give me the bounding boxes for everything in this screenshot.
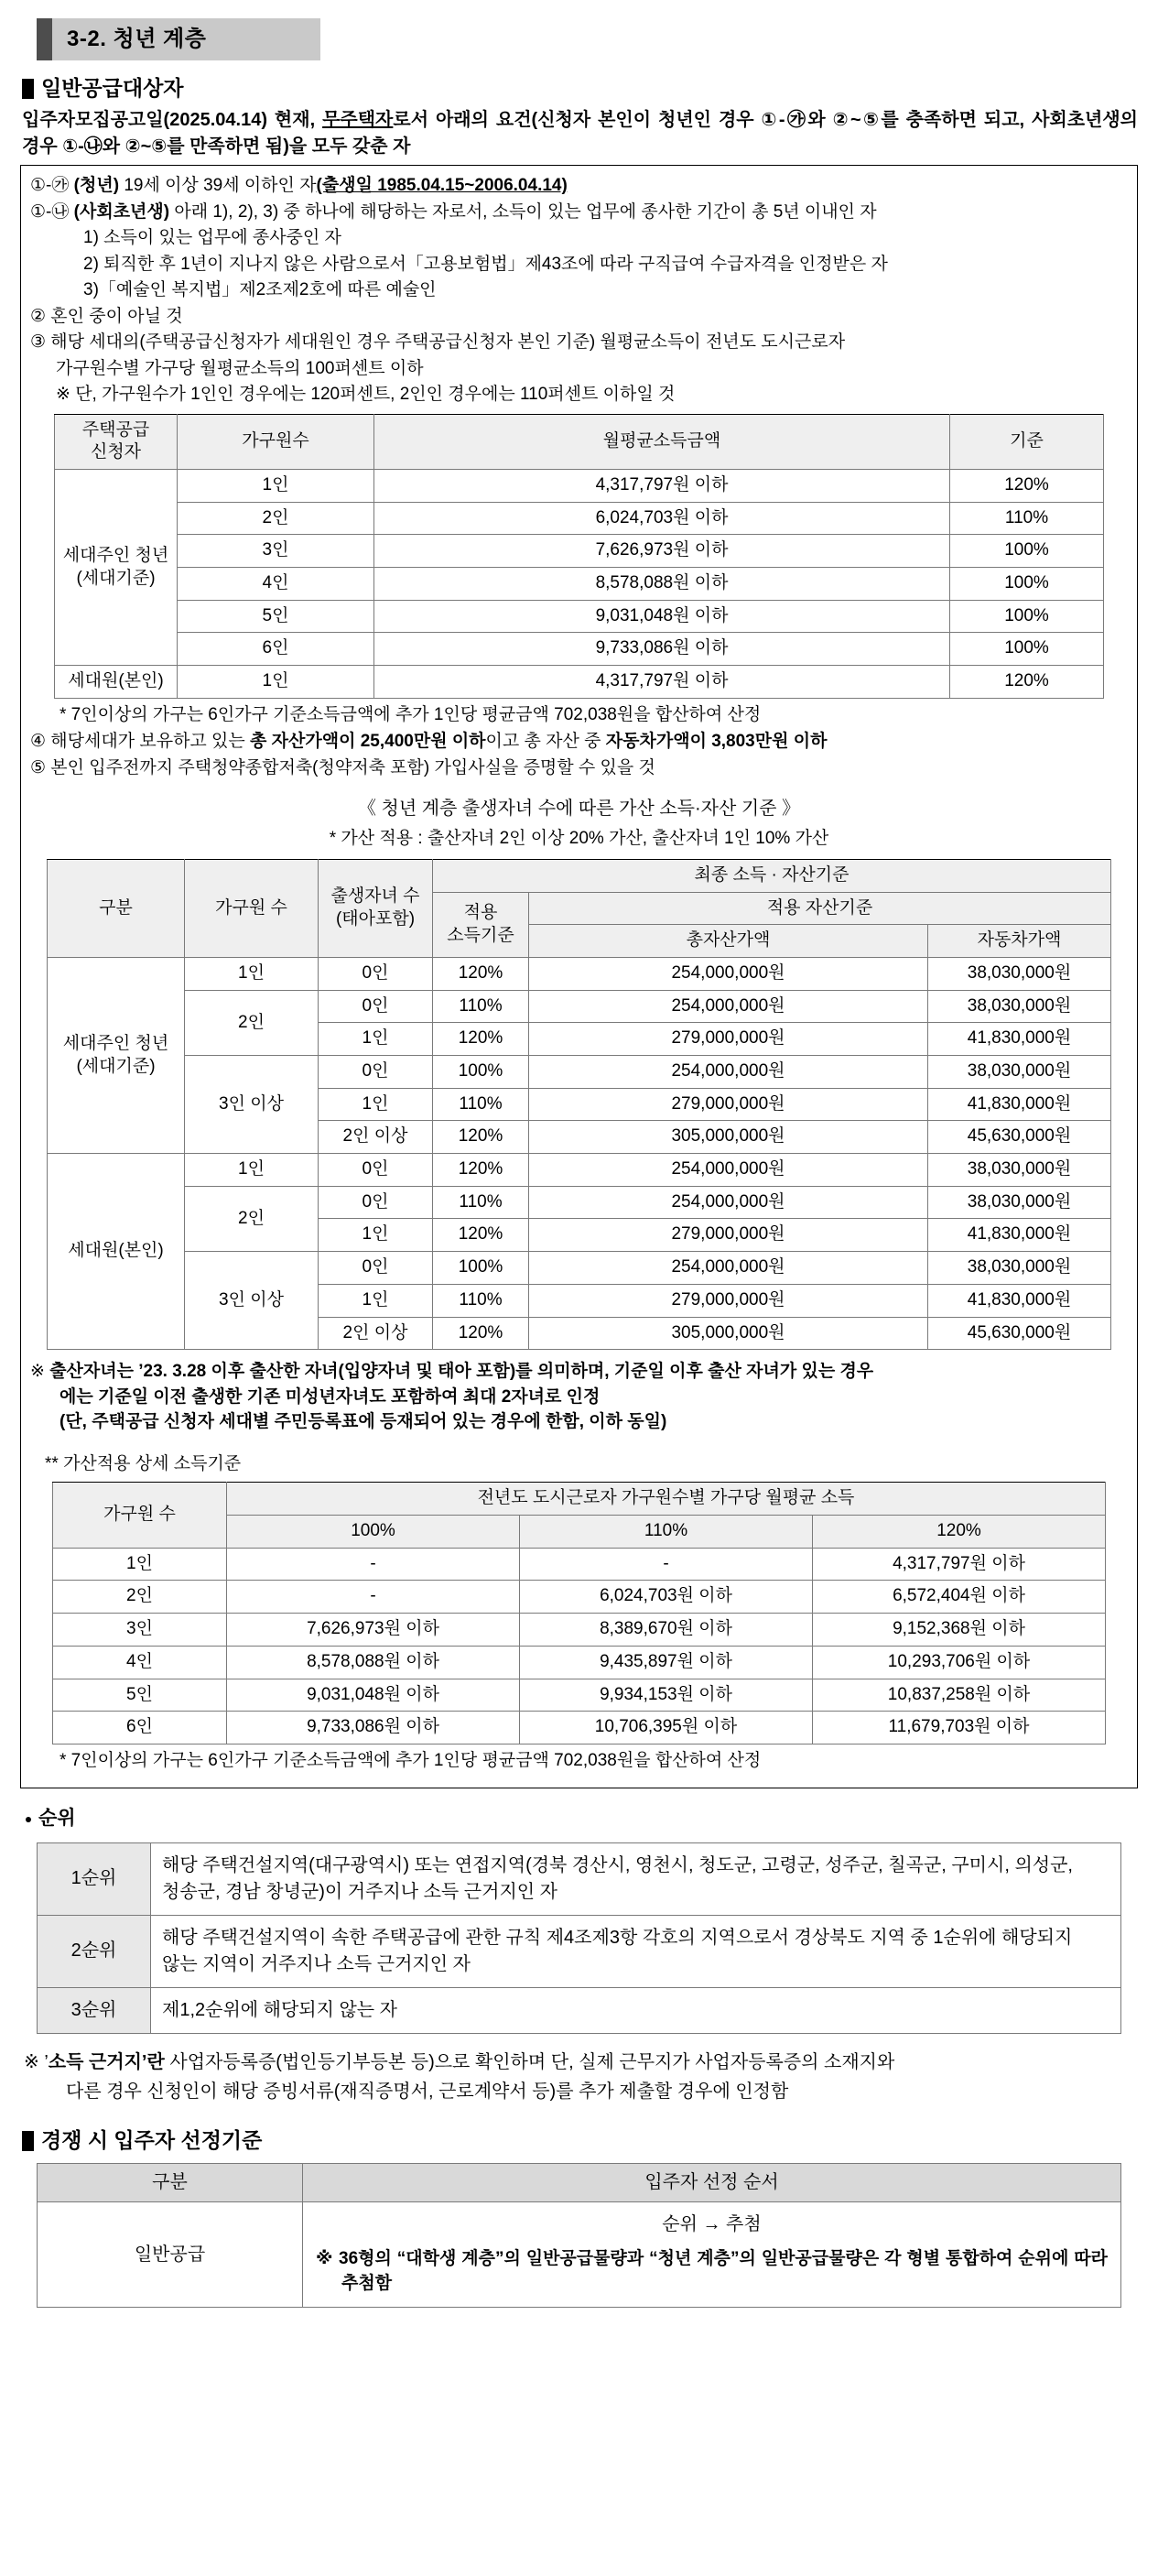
- requirement-1a-marker: ①-㉮: [30, 176, 70, 196]
- income-cell-1: 8,578,088원 이하: [374, 568, 950, 601]
- table-row: [55, 600, 1104, 633]
- bonus-cell-children: 0인: [319, 990, 433, 1023]
- bonus-cell-car: 41,830,000원: [927, 1219, 1110, 1252]
- bonus-cell-children: 0인: [319, 1252, 433, 1285]
- requirement-1a-label: (청년): [73, 176, 120, 196]
- bonus-cell-car: 45,630,000원: [927, 1317, 1110, 1350]
- priority-heading: [26, 1805, 1138, 1832]
- bonus-group-label: 세대원(본인): [48, 1154, 185, 1350]
- detail-income-footnote: * 7인이상의 가구는 6인가구 기준소득금액에 추가 1인당 평균금액 702,038원을 합산하여 산정: [60, 1750, 762, 1770]
- bonus-group-label-sub: (세대기준): [76, 1056, 156, 1076]
- bonus-cell-household: 3인 이상: [185, 1252, 319, 1350]
- bonus-cell-income: 100%: [433, 1252, 529, 1285]
- bonus-cell-household: 2인: [185, 990, 319, 1055]
- requirement-4-assets: 총 자산가액이 25,400만원 이하: [250, 732, 486, 752]
- priority-row: [38, 1987, 1121, 2033]
- detail-cell-3: 10,837,258원 이하: [813, 1679, 1106, 1712]
- detail-cell-2: 8,389,670원 이하: [520, 1614, 813, 1647]
- bonus-cell-car: 38,030,000원: [927, 1252, 1110, 1285]
- priority-rank-label: 2순위: [38, 1915, 151, 1987]
- bonus-group-label: [48, 957, 185, 1153]
- intro-underlined: 무주택자: [322, 110, 394, 131]
- bonus-note-mark: ※: [30, 1362, 50, 1382]
- bonus-table-subtitle: * 가산 적용 : 출산자녀 2인 이상 20% 가산, 출산자녀 1인 10% 가산: [329, 829, 829, 849]
- bonus-th-total-assets: 총자산가액: [529, 925, 928, 958]
- detail-th-pct-100: 100%: [227, 1516, 520, 1549]
- requirement-1b-text: 아래 1), 2), 3) 중 하나에 해당하는 자로서, 소득이 있는 업무에 종사한 기간이 총 5년 이내인 자: [174, 201, 877, 222]
- bonus-group-label-main: 세대주인 청년: [62, 1033, 169, 1053]
- table-row: [48, 1252, 1111, 1285]
- bonus-cell-total: 305,000,000원: [529, 1121, 928, 1154]
- section-title-bar: [37, 18, 320, 60]
- table-row: [53, 1712, 1106, 1745]
- bonus-cell-children: 1인: [319, 1284, 433, 1317]
- income-cell-0: 3인: [178, 535, 374, 568]
- bonus-cell-total: 279,000,000원: [529, 1219, 928, 1252]
- income-group2-label: 세대원(본인): [55, 666, 178, 699]
- requirement-1b-label: (사회초년생): [73, 201, 170, 222]
- detail-cell-2: 9,435,897원 이하: [520, 1646, 813, 1679]
- bonus-cell-total: 254,000,000원: [529, 1154, 928, 1187]
- bonus-th-children: [319, 859, 433, 957]
- bonus-cell-children: 2인 이상: [319, 1121, 433, 1154]
- income-group-label-head: [55, 470, 178, 666]
- bonus-cell-income: 120%: [433, 1219, 529, 1252]
- detail-cell-3: 6,572,404원 이하: [813, 1581, 1106, 1614]
- bonus-cell-children: 1인: [319, 1088, 433, 1121]
- detail-cell-1: 8,578,088원 이하: [227, 1646, 520, 1679]
- priority-rank-description: 해당 주택건설지역(대구광역시) 또는 연접지역(경북 경산시, 영천시, 청도군, 고령군, 성주군, 칠곡군, 구미시, 의성군, 청송군, 경남 창녕군)이 거주지나 소득 근거지인 자: [151, 1842, 1121, 1915]
- table-row: [55, 666, 1104, 699]
- bonus-cell-car: 38,030,000원: [927, 990, 1110, 1023]
- table-row: [53, 1581, 1106, 1614]
- priority-rank-description: 해당 주택건설지역이 속한 주택공급에 관한 규칙 제4조제3항 각호의 지역으로서 경상북도 지역 중 1순위에 해당되지 않는 지역이 거주지나 소득 근거지인 자: [151, 1915, 1121, 1987]
- detail-cell-2: -: [520, 1548, 813, 1581]
- bonus-cell-total: 279,000,000원: [529, 1088, 928, 1121]
- table-row: [48, 957, 1111, 990]
- income-table-header-row: [55, 414, 1104, 469]
- bonus-cell-household: 1인: [185, 957, 319, 990]
- table-row: [55, 633, 1104, 666]
- bullet-dot-icon: [26, 1817, 31, 1822]
- requirement-3-line1: ③ 해당 세대의(주택공급신청자가 세대원인 경우 주택공급신청자 본인 기준) 월평균소득이 전년도 도시근로자: [30, 332, 846, 353]
- section-title: 3-2. 청년 계층: [52, 18, 320, 60]
- table-row: [53, 1679, 1106, 1712]
- detail-cell-3: 9,152,368원 이하: [813, 1614, 1106, 1647]
- income-th-household: 가구원수: [178, 414, 374, 469]
- bonus-table-wrap: [47, 859, 1111, 1350]
- detail-income-label: ** 가산적용 상세 소득기준: [45, 1453, 242, 1473]
- bonus-cell-household: 1인: [185, 1154, 319, 1187]
- income-cell-0: 4인: [178, 568, 374, 601]
- bonus-header-row-1: [48, 859, 1111, 892]
- bonus-cell-income: 100%: [433, 1056, 529, 1089]
- requirement-1a-birthdate: (출생일 1985.04.15~2006.04.14): [316, 176, 568, 196]
- bonus-cell-children: 0인: [319, 1056, 433, 1089]
- priority-note-line2: 다른 경우 신청인이 해당 증빙서류(재직증명서, 근로계약서 등)를 추가 제출할 경우에 인정함: [66, 2081, 789, 2102]
- intro-part-b: 로서 아래의 요건(신청자 본인이 청년인 경우 ①-㉮와 ②~⑤를 충족하면 되고, 사회초년생의 경우 ①-㉯와 ②~⑤를 만족하면 됨)을 모두 갖춘 자: [22, 110, 1138, 157]
- income-table-footnote: * 7인이상의 가구는 6인가구 기준소득금액에 추가 1인당 평균금액 702,038원을 합산하여 산정: [60, 704, 762, 724]
- bonus-cell-income: 120%: [433, 1023, 529, 1056]
- selection-th-division: 구분: [38, 2164, 303, 2202]
- requirement-1b-sub-2: 2) 퇴직한 후 1년이 지나지 않은 사람으로서「고용보험법」제43조에 따라 구직급여 수급자격을 인정받은 자: [83, 254, 888, 274]
- table-row: [53, 1548, 1106, 1581]
- intro-part-a: 입주자모집공고일(2025.04.14) 현재,: [22, 110, 323, 131]
- bonus-th-children-l2: (태아포함): [335, 908, 416, 929]
- income-cell-2: 120%: [950, 666, 1104, 699]
- detail-cell-0: 1인: [53, 1548, 227, 1581]
- bonus-table-title: 《 청년 계층 출생자녀 수에 따른 가산 소득·자산 기준 》: [357, 799, 801, 820]
- bonus-cell-total: 279,000,000원: [529, 1284, 928, 1317]
- selection-row: [38, 2202, 1121, 2308]
- bonus-cell-household: 2인: [185, 1186, 319, 1251]
- detail-cell-1: -: [227, 1548, 520, 1581]
- bonus-cell-income: 110%: [433, 1284, 529, 1317]
- bonus-cell-car: 45,630,000원: [927, 1121, 1110, 1154]
- table-row: [48, 1056, 1111, 1089]
- bonus-cell-children: 0인: [319, 1186, 433, 1219]
- detail-cell-3: 4,317,797원 이하: [813, 1548, 1106, 1581]
- selection-header-row: [38, 2164, 1121, 2202]
- requirement-3-note: ※ 단, 가구원수가 1인인 경우에는 120퍼센트, 2인인 경우에는 110퍼센트 이하일 것: [56, 385, 676, 405]
- detail-cell-0: 6인: [53, 1712, 227, 1745]
- bonus-th-assets-group: 적용 자산기준: [529, 892, 1111, 925]
- income-cell-0: 6인: [178, 633, 374, 666]
- income-cell-2: 100%: [950, 535, 1104, 568]
- bonus-cell-car: 38,030,000원: [927, 957, 1110, 990]
- bonus-cell-children: 0인: [319, 1154, 433, 1187]
- bonus-cell-total: 254,000,000원: [529, 990, 928, 1023]
- bonus-th-income-l2: 소득기준: [447, 925, 514, 945]
- detail-cell-2: 6,024,703원 이하: [520, 1581, 813, 1614]
- bonus-th-car-assets: 자동차가액: [927, 925, 1110, 958]
- selection-row-label: 일반공급: [38, 2202, 303, 2308]
- bonus-th-income-l1: 적용: [463, 903, 498, 923]
- income-cell-1: 7,626,973원 이하: [374, 535, 950, 568]
- table-row: [48, 990, 1111, 1023]
- detail-income-table: [52, 1482, 1106, 1745]
- intro-paragraph: [22, 107, 1138, 159]
- detail-cell-0: 5인: [53, 1679, 227, 1712]
- income-cell-1: 4,317,797원 이하: [374, 666, 950, 699]
- detail-cell-2: 9,934,153원 이하: [520, 1679, 813, 1712]
- income-cell-0: 1인: [178, 666, 374, 699]
- bonus-cell-total: 279,000,000원: [529, 1023, 928, 1056]
- requirements-box: [20, 165, 1138, 1788]
- priority-row: [38, 1842, 1121, 1915]
- bonus-cell-total: 254,000,000원: [529, 1252, 928, 1285]
- bonus-cell-car: 38,030,000원: [927, 1154, 1110, 1187]
- detail-th-pct-120: 120%: [813, 1516, 1106, 1549]
- income-cell-1: 4,317,797원 이하: [374, 470, 950, 503]
- bonus-th-income: [433, 892, 529, 957]
- detail-header-row-1: [53, 1483, 1106, 1516]
- bonus-cell-income: 120%: [433, 1317, 529, 1350]
- selection-order-text: 순위 → 추첨: [662, 2214, 762, 2235]
- requirement-1a-text: 19세 이상 39세 이하인 자: [124, 176, 317, 196]
- requirement-2: ② 혼인 중이 아닐 것: [30, 306, 183, 326]
- income-cell-0: 1인: [178, 470, 374, 503]
- priority-note-c: 사업자등록증(법인등기부등본 등)으로 확인하며 단, 실제 근무지가 사업자등록증의 소재지와: [164, 2051, 895, 2072]
- black-square-icon-2: [22, 2131, 34, 2151]
- income-table: [54, 414, 1104, 699]
- priority-rank-description: 제1,2순위에 해당되지 않는 자: [151, 1987, 1121, 2033]
- requirement-5: ⑤ 본인 입주전까지 주택청약종합저축(청약저축 포함) 가입사실을 증명할 수 있을 것: [30, 757, 655, 777]
- detail-cell-0: 3인: [53, 1614, 227, 1647]
- income-th-applicant: [55, 414, 178, 469]
- requirement-1b: [30, 200, 1128, 226]
- bonus-table-body: [48, 957, 1111, 1349]
- requirement-4: [30, 729, 1128, 755]
- selection-rule-text: ※ 36형의 “대학생 계층”의 일반공급물량과 “청년 계층”의 일반공급물량은 각 형별 통합하여 순위에 따라 추첨함: [316, 2249, 1108, 2293]
- detail-cell-1: -: [227, 1581, 520, 1614]
- income-cell-1: 9,031,048원 이하: [374, 600, 950, 633]
- selection-heading-label: 경쟁 시 입주자 선정기준: [41, 2127, 263, 2152]
- bonus-cell-total: 254,000,000원: [529, 957, 928, 990]
- selection-th-order: 입주자 선정 순서: [303, 2164, 1121, 2202]
- table-row: [55, 568, 1104, 601]
- detail-cell-1: 9,733,086원 이하: [227, 1712, 520, 1745]
- requirement-1b-marker: ①-㉯: [30, 201, 70, 222]
- requirement-1b-sub-3: 3)「예술인 복지법」제2조제2호에 따른 예술인: [83, 280, 437, 300]
- income-cell-1: 9,733,086원 이하: [374, 633, 950, 666]
- bonus-cell-car: 38,030,000원: [927, 1056, 1110, 1089]
- bonus-cell-car: 41,830,000원: [927, 1088, 1110, 1121]
- bonus-cell-total: 254,000,000원: [529, 1056, 928, 1089]
- black-square-icon: [22, 79, 34, 99]
- table-row: [53, 1614, 1106, 1647]
- table-row: [55, 502, 1104, 535]
- requirement-4-a: ④ 해당세대가 보유하고 있는: [30, 732, 251, 752]
- requirement-3-line2: 가구원수별 가구당 월평균소득의 100퍼센트 이하: [56, 358, 424, 378]
- selection-heading: [22, 2125, 1138, 2156]
- detail-income-table-wrap: [52, 1482, 1106, 1745]
- bonus-cell-car: 41,830,000원: [927, 1023, 1110, 1056]
- bonus-cell-car: 41,830,000원: [927, 1284, 1110, 1317]
- requirement-1a: [30, 173, 1128, 200]
- detail-cell-3: 11,679,703원 이하: [813, 1712, 1106, 1745]
- bonus-th-household: 가구원 수: [185, 859, 319, 957]
- priority-row: [38, 1915, 1121, 1987]
- income-cell-2: 120%: [950, 470, 1104, 503]
- income-cell-0: 2인: [178, 502, 374, 535]
- priority-table: [37, 1842, 1121, 2034]
- bonus-cell-income: 120%: [433, 1121, 529, 1154]
- detail-cell-1: 9,031,048원 이하: [227, 1679, 520, 1712]
- income-cell-0: 5인: [178, 600, 374, 633]
- bonus-cell-household: 3인 이상: [185, 1056, 319, 1154]
- detail-th-group: 전년도 도시근로자 가구원수별 가구당 월평균 소득: [227, 1483, 1106, 1516]
- income-th-amount: 월평균소득금액: [374, 414, 950, 469]
- selection-row-content: [303, 2202, 1121, 2308]
- requirement-4-car: 자동차가액이 3,803만원 이하: [605, 732, 828, 752]
- bonus-cell-income: 110%: [433, 1186, 529, 1219]
- detail-th-pct-110: 110%: [520, 1516, 813, 1549]
- priority-rank-label: 1순위: [38, 1842, 151, 1915]
- bonus-th-division: 구분: [48, 859, 185, 957]
- priority-note-b: 소득 근거지’란: [48, 2051, 165, 2072]
- bonus-th-final-group: 최종 소득 · 자산기준: [433, 859, 1111, 892]
- priority-note: [24, 2049, 1138, 2076]
- bonus-cell-total: 254,000,000원: [529, 1186, 928, 1219]
- detail-cell-1: 7,626,973원 이하: [227, 1614, 520, 1647]
- income-cell-1: 6,024,703원 이하: [374, 502, 950, 535]
- income-th-standard: 기준: [950, 414, 1104, 469]
- selection-table: [37, 2163, 1121, 2308]
- income-group1-sublabel: (세대기준): [76, 568, 156, 588]
- table-row: [55, 535, 1104, 568]
- table-row: [55, 470, 1104, 503]
- bonus-cell-total: 305,000,000원: [529, 1317, 928, 1350]
- general-supply-heading: [22, 73, 1138, 103]
- income-th-applicant-l1: 주택공급: [81, 419, 150, 440]
- income-cell-2: 100%: [950, 600, 1104, 633]
- bonus-cell-car: 38,030,000원: [927, 1186, 1110, 1219]
- requirement-1b-sub-1: 1) 소득이 있는 업무에 종사중인 자: [83, 228, 341, 248]
- bonus-cell-income: 110%: [433, 990, 529, 1023]
- bonus-note-bold: 출산자녀는 ’23. 3.28 이후 출산한 자녀(입양자녀 및 태아 포함): [49, 1362, 516, 1382]
- income-table-wrap: [54, 414, 1104, 699]
- bonus-th-children-l1: 출생자녀 수: [330, 886, 420, 907]
- income-th-applicant-l2: 신청자: [90, 442, 142, 462]
- priority-note-a: ※ ’: [24, 2051, 49, 2072]
- general-supply-heading-label: 일반공급대상자: [41, 76, 184, 100]
- table-row: [53, 1646, 1106, 1679]
- bonus-note-line3: (단, 주택공급 신청자 세대별 주민등록표에 등재되어 있는 경우에 한함, 이하 동일): [60, 1412, 667, 1432]
- detail-cell-3: 10,293,706원 이하: [813, 1646, 1106, 1679]
- detail-cell-0: 4인: [53, 1646, 227, 1679]
- bonus-note-line2: 에는 기준일 이전 출생한 기존 미성년자녀도 포함하여 최대 2자녀로 인정: [60, 1386, 601, 1407]
- bonus-note-rest: 를 의미하며, 기준일 이후 출산 자녀가 있는 경우: [515, 1362, 874, 1382]
- table-row: [48, 1186, 1111, 1219]
- bonus-cell-income: 120%: [433, 957, 529, 990]
- detail-th-household: 가구원 수: [53, 1483, 227, 1548]
- income-cell-2: 100%: [950, 568, 1104, 601]
- detail-cell-2: 10,706,395원 이하: [520, 1712, 813, 1745]
- income-group1-label: 세대주인 청년: [62, 545, 169, 565]
- income-cell-2: 100%: [950, 633, 1104, 666]
- priority-heading-label: 순위: [38, 1808, 76, 1830]
- detail-cell-0: 2인: [53, 1581, 227, 1614]
- bonus-note-line1: [30, 1359, 1128, 1385]
- income-cell-2: 110%: [950, 502, 1104, 535]
- requirement-4-c: 이고 총 자산 중: [485, 732, 606, 752]
- bonus-cell-children: 2인 이상: [319, 1317, 433, 1350]
- priority-rank-label: 3순위: [38, 1987, 151, 2033]
- income-table-body: [55, 470, 1104, 699]
- bonus-cell-income: 110%: [433, 1088, 529, 1121]
- bonus-cell-children: 0인: [319, 957, 433, 990]
- detail-income-table-body: [53, 1548, 1106, 1744]
- priority-table-body: [38, 1842, 1121, 2033]
- bonus-cell-children: 1인: [319, 1023, 433, 1056]
- table-row: [48, 1154, 1111, 1187]
- bonus-cell-income: 120%: [433, 1154, 529, 1187]
- bonus-cell-children: 1인: [319, 1219, 433, 1252]
- title-accent-bar: [37, 18, 52, 60]
- bonus-table: [47, 859, 1111, 1350]
